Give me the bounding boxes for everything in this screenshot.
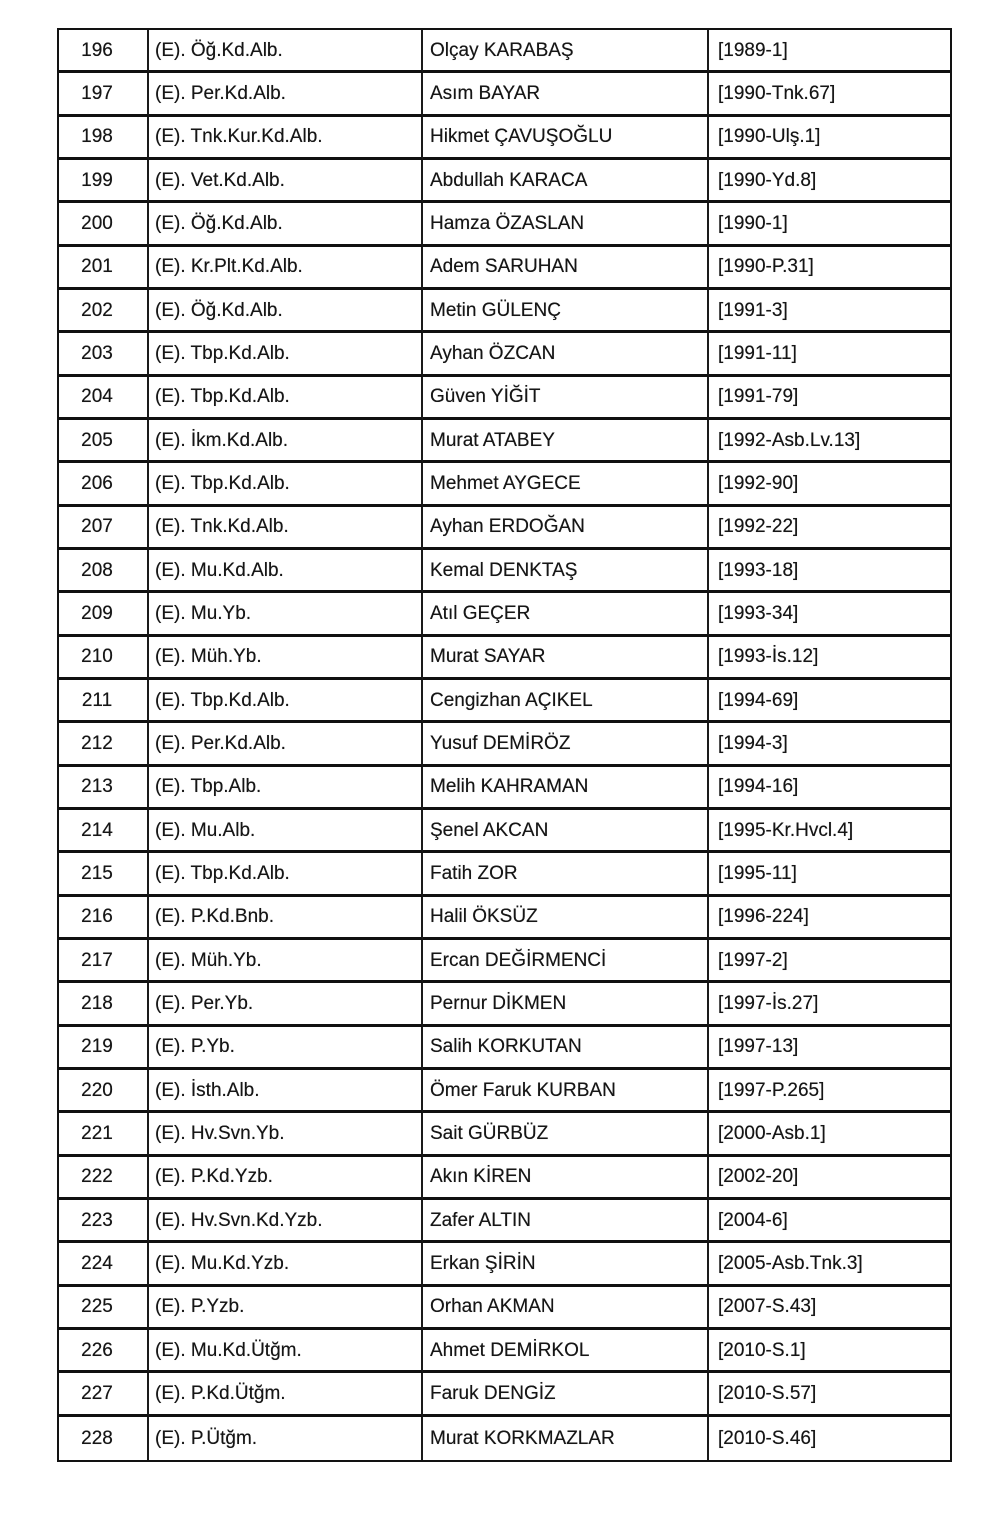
row-number-cell: 202 <box>59 290 149 333</box>
class-year-cell: [1997-P.265] <box>709 1070 950 1113</box>
class-year-cell: [1990-Ulş.1] <box>709 117 950 160</box>
rank-cell: (E). İsth.Alb. <box>149 1070 423 1113</box>
row-number-cell: 218 <box>59 983 149 1026</box>
rank-cell: (E). Hv.Svn.Kd.Yzb. <box>149 1200 423 1243</box>
row-number-cell: 198 <box>59 117 149 160</box>
name-cell: Mehmet AYGECE <box>423 463 709 506</box>
class-year-cell: [1994-69] <box>709 680 950 723</box>
row-number-cell: 223 <box>59 1200 149 1243</box>
class-year-cell: [2004-6] <box>709 1200 950 1243</box>
rank-cell: (E). Tbp.Kd.Alb. <box>149 377 423 420</box>
name-cell: Ayhan ERDOĞAN <box>423 507 709 550</box>
class-year-cell: [1997-2] <box>709 940 950 983</box>
name-cell: Fatih ZOR <box>423 853 709 896</box>
class-year-cell: [2010-S.1] <box>709 1330 950 1373</box>
rank-cell: (E). Öğ.Kd.Alb. <box>149 30 423 73</box>
rank-cell: (E). Mu.Kd.Alb. <box>149 550 423 593</box>
name-cell: Orhan AKMAN <box>423 1287 709 1330</box>
name-cell: Murat ATABEY <box>423 420 709 463</box>
rank-cell: (E). Mu.Yb. <box>149 593 423 636</box>
class-year-cell: [2000-Asb.1] <box>709 1113 950 1156</box>
name-cell: Akın KİREN <box>423 1157 709 1200</box>
class-year-cell: [1994-16] <box>709 767 950 810</box>
row-number-cell: 203 <box>59 333 149 376</box>
class-year-cell: [1990-P.31] <box>709 247 950 290</box>
class-year-cell: [2005-Asb.Tnk.3] <box>709 1243 950 1286</box>
class-year-cell: [1997-İs.27] <box>709 983 950 1026</box>
rank-cell: (E). Hv.Svn.Yb. <box>149 1113 423 1156</box>
name-cell: Asım BAYAR <box>423 73 709 116</box>
rank-cell: (E). P.Yzb. <box>149 1287 423 1330</box>
name-cell: Güven YİĞİT <box>423 377 709 420</box>
rank-cell: (E). Tnk.Kur.Kd.Alb. <box>149 117 423 160</box>
rank-cell: (E). Tbp.Kd.Alb. <box>149 333 423 376</box>
row-number-cell: 196 <box>59 30 149 73</box>
rank-cell: (E). Müh.Yb. <box>149 637 423 680</box>
rank-cell: (E). Per.Kd.Alb. <box>149 73 423 116</box>
row-number-cell: 207 <box>59 507 149 550</box>
row-number-cell: 215 <box>59 853 149 896</box>
name-cell: Faruk DENGİZ <box>423 1373 709 1416</box>
class-year-cell: [1997-13] <box>709 1027 950 1070</box>
row-number-cell: 208 <box>59 550 149 593</box>
row-number-cell: 219 <box>59 1027 149 1070</box>
class-year-cell: [2010-S.57] <box>709 1373 950 1416</box>
rank-cell: (E). Per.Kd.Alb. <box>149 723 423 766</box>
roster-table <box>57 28 952 1462</box>
name-cell: Kemal DENKTAŞ <box>423 550 709 593</box>
row-number-cell: 210 <box>59 637 149 680</box>
class-year-cell: [1990-Tnk.67] <box>709 73 950 116</box>
row-number-cell: 212 <box>59 723 149 766</box>
row-number-cell: 225 <box>59 1287 149 1330</box>
row-number-cell: 216 <box>59 897 149 940</box>
rank-cell: (E). Tbp.Kd.Alb. <box>149 853 423 896</box>
rank-cell: (E). Öğ.Kd.Alb. <box>149 290 423 333</box>
rank-cell: (E). Mu.Kd.Ütğm. <box>149 1330 423 1373</box>
class-year-cell: [1992-Asb.Lv.13] <box>709 420 950 463</box>
class-year-cell: [2010-S.46] <box>718 1427 817 1449</box>
name-cell: Ömer Faruk KURBAN <box>423 1070 709 1113</box>
row-number-cell: 222 <box>59 1157 149 1200</box>
class-year-cell: [1993-34] <box>709 593 950 636</box>
class-year-cell: [2007-S.43] <box>709 1287 950 1330</box>
rank-cell: (E). P.Yb. <box>149 1027 423 1070</box>
rank-cell: (E). İkm.Kd.Alb. <box>149 420 423 463</box>
row-number-cell: 217 <box>59 940 149 983</box>
name-cell: Ahmet DEMİRKOL <box>423 1330 709 1373</box>
name-cell: Halil ÖKSÜZ <box>423 897 709 940</box>
name-cell: Erkan ŞİRİN <box>423 1243 709 1286</box>
class-year-cell: [1995-11] <box>709 853 950 896</box>
class-year-cell: [1996-224] <box>709 897 950 940</box>
row-number-cell: 224 <box>59 1243 149 1286</box>
name-cell: Murat SAYAR <box>423 637 709 680</box>
row-number-cell: 226 <box>59 1330 149 1373</box>
rank-cell: (E). Mu.Alb. <box>149 810 423 853</box>
name-cell: Sait GÜRBÜZ <box>423 1113 709 1156</box>
rank-cell: (E). Tbp.Kd.Alb. <box>149 680 423 723</box>
row-number-cell: 211 <box>59 680 149 723</box>
row-number-cell: 214 <box>59 810 149 853</box>
name-cell: Yusuf DEMİRÖZ <box>423 723 709 766</box>
name-cell: Ercan DEĞİRMENCİ <box>423 940 709 983</box>
rank-cell: (E). Öğ.Kd.Alb. <box>149 203 423 246</box>
name-cell: Hamza ÖZASLAN <box>423 203 709 246</box>
name-cell: Şenel AKCAN <box>423 810 709 853</box>
rank-cell: (E). Tnk.Kd.Alb. <box>149 507 423 550</box>
rank-cell: (E). P.Ütğm. <box>149 1417 423 1460</box>
rank-cell: (E). Kr.Plt.Kd.Alb. <box>149 247 423 290</box>
row-number-cell: 197 <box>59 73 149 116</box>
name-cell: Salih KORKUTAN <box>423 1027 709 1070</box>
class-year-cell: [1995-Kr.Hvcl.4] <box>709 810 950 853</box>
name-cell: Pernur DİKMEN <box>423 983 709 1026</box>
name-cell: Atıl GEÇER <box>423 593 709 636</box>
rank-cell: (E). Vet.Kd.Alb. <box>149 160 423 203</box>
name-cell: Metin GÜLENÇ <box>423 290 709 333</box>
rank-cell: (E). Müh.Yb. <box>149 940 423 983</box>
name-cell: Adem SARUHAN <box>423 247 709 290</box>
name-cell: Zafer ALTIN <box>423 1200 709 1243</box>
name-cell: Olçay KARABAŞ <box>423 30 709 73</box>
row-number-cell: 213 <box>59 767 149 810</box>
rank-cell: (E). Per.Yb. <box>149 983 423 1026</box>
class-year-cell: [1992-90] <box>709 463 950 506</box>
class-year-cell: [1991-11] <box>709 333 950 376</box>
row-number-cell: 209 <box>59 593 149 636</box>
class-year-cell: [1992-22] <box>709 507 950 550</box>
row-number-cell: 205 <box>59 420 149 463</box>
rank-cell: (E). P.Kd.Yzb. <box>149 1157 423 1200</box>
row-number-cell: 227 <box>59 1373 149 1416</box>
name-cell: Cengizhan AÇIKEL <box>423 680 709 723</box>
class-year-cell: [1993-İs.12] <box>709 637 950 680</box>
name-cell: Murat KORKMAZLAR <box>423 1417 709 1460</box>
class-year-cell: [1990-Yd.8] <box>709 160 950 203</box>
class-year-cell: [1991-79] <box>709 377 950 420</box>
row-number-cell: 220 <box>59 1070 149 1113</box>
name-cell: Hikmet ÇAVUŞOĞLU <box>423 117 709 160</box>
rank-cell: (E). Tbp.Kd.Alb. <box>149 463 423 506</box>
class-year-cell: [2002-20] <box>709 1157 950 1200</box>
class-year-cell: [1993-18] <box>709 550 950 593</box>
rank-cell: (E). Tbp.Alb. <box>149 767 423 810</box>
row-number-cell: 204 <box>59 377 149 420</box>
class-year-cell: [1994-3] <box>709 723 950 766</box>
class-year-cell: [1991-3] <box>709 290 950 333</box>
class-year-cell: [1989-1] <box>709 30 950 73</box>
name-cell: Melih KAHRAMAN <box>423 767 709 810</box>
class-year-cell: [1990-1] <box>709 203 950 246</box>
rank-cell: (E). Mu.Kd.Yzb. <box>149 1243 423 1286</box>
row-number-cell: 221 <box>59 1113 149 1156</box>
name-cell: Abdullah KARACA <box>423 160 709 203</box>
rank-cell: (E). P.Kd.Bnb. <box>149 897 423 940</box>
row-number-cell: 200 <box>59 203 149 246</box>
row-number-cell: 206 <box>59 463 149 506</box>
row-number-cell: 228 <box>59 1417 149 1460</box>
name-cell: Ayhan ÖZCAN <box>423 333 709 376</box>
row-number-cell: 199 <box>59 160 149 203</box>
row-number-cell: 201 <box>59 247 149 290</box>
rank-cell: (E). P.Kd.Ütğm. <box>149 1373 423 1416</box>
